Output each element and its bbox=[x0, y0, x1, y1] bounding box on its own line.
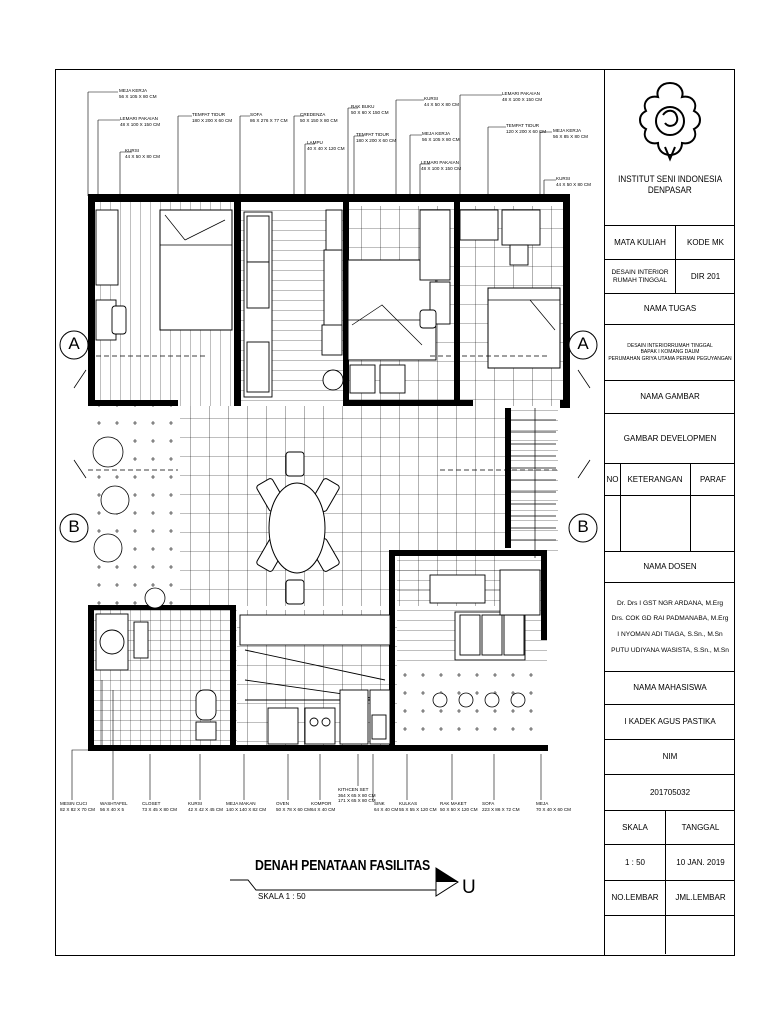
lecturer-1: Dr. Drs I GST NGR ARDANA, M.Erg bbox=[616, 599, 724, 607]
course-code-label: KODE MK bbox=[687, 237, 724, 247]
institution-line-1: INSTITUT SENI INDONESIA bbox=[618, 174, 722, 185]
label-kursi-makan: KURSI 42 X 42 X 45 CM bbox=[188, 801, 223, 812]
student-label: NAMA MAHASISWA bbox=[605, 672, 735, 705]
label-mesin-cuci: MESIN CUCI 82 X 82 X 70 CM bbox=[60, 801, 95, 812]
section-mark-b-left: B bbox=[68, 517, 80, 536]
plan-title: DENAH PENATAAN FASILITAS bbox=[255, 857, 431, 874]
label-lampu: LAMPU 40 X 40 X 120 CM bbox=[307, 140, 345, 151]
notes-header bbox=[605, 464, 735, 496]
course-code: DIR 201 bbox=[690, 271, 721, 281]
scale-value: 1 : 50 bbox=[624, 857, 645, 867]
date-value: 10 JAN. 2019 bbox=[676, 857, 725, 867]
lecturer-2: Drs. COK GD RAI PADMANABA, M.Erg bbox=[611, 615, 729, 623]
course-label: MATA KULIAH bbox=[614, 237, 666, 247]
notes-no: NO bbox=[606, 474, 619, 484]
label-sofa-1: SOFA 86 X 276 X 77 CM bbox=[250, 112, 288, 123]
label-lemari-pakaian-2: LEMARI PAKAIAN 48 X 100 X 150 CM bbox=[421, 160, 462, 171]
label-credenza: CREDENZA 50 X 150 X 80 CM bbox=[300, 112, 338, 123]
task-line-2: BAPAK I KOMANG DAUM bbox=[640, 349, 700, 356]
label-oven: OVEN 50 X 78 X 60 CM bbox=[276, 801, 311, 812]
sheet-values bbox=[605, 916, 735, 954]
title-block bbox=[604, 69, 735, 956]
section-mark-a-right: A bbox=[577, 334, 589, 353]
label-kompor: KOMPOR 64 X 40 CM bbox=[311, 801, 336, 812]
label-closet: CLOSET 73 X 45 X 80 CM bbox=[142, 801, 177, 812]
label-tempat-tidur-3: TEMPAT TIDUR 120 X 200 X 60 CM bbox=[506, 123, 547, 134]
label-rak-buku: RAK BUKU 50 X 60 X 150 CM bbox=[351, 104, 389, 115]
meta-values bbox=[605, 845, 735, 881]
lecturer-4: PUTU UDIYANA WASISTA, S.Sn., M.Sn bbox=[611, 646, 729, 654]
notes-body bbox=[605, 496, 735, 552]
notes-keterangan: KETERANGAN bbox=[627, 474, 683, 484]
lecturer-3: I NYOMAN ADI TIAGA, S.Sn., M.Sn bbox=[617, 631, 723, 638]
label-sink: SINK 64 X 40 CM bbox=[374, 801, 399, 812]
north-label: U bbox=[462, 877, 476, 898]
label-kursi-1: KURSI 44 X 50 X 80 CM bbox=[125, 148, 160, 159]
course-value-row bbox=[605, 260, 735, 294]
lecturers-label: NAMA DOSEN bbox=[605, 552, 735, 583]
label-meja-kerja-3: MEJA KERJA 56 X 85 X 80 CM bbox=[553, 128, 588, 139]
label-washtafel: WASHTAFEL 56 X 40 X 5 bbox=[100, 801, 128, 812]
label-sofa-2: SOFA 223 X 86 X 72 CM bbox=[482, 801, 520, 812]
course-name: DESAIN INTERIOR RUMAH TINGGAL bbox=[611, 269, 669, 284]
label-kursi-3: KURSI 44 X 50 X 80 CM bbox=[556, 176, 591, 187]
student-name: I KADEK AGUS PASTIKA bbox=[605, 705, 735, 740]
task-line-3: PERUMAHAN GRIYA UTAMA PERMAI PEGUYANGAN bbox=[608, 355, 732, 362]
sheet-count-label: JML.LEMBAR bbox=[675, 893, 726, 903]
label-kulkas: KULKAS 55 X 55 X 120 CM bbox=[399, 801, 437, 812]
label-meja-kerja-2: MEJA KERJA 56 X 105 X 80 CM bbox=[422, 131, 460, 142]
drawing-name: GAMBAR DEVELOPMEN bbox=[605, 414, 735, 464]
lecturers-list bbox=[605, 583, 735, 672]
course-header-row bbox=[605, 226, 735, 260]
label-meja-kerja-1: MEJA KERJA 56 X 105 X 80 CM bbox=[119, 88, 157, 99]
label-tempat-tidur-2: TEMPAT TIDUR 180 X 200 X 60 CM bbox=[356, 132, 397, 143]
notes-paraf: PARAF bbox=[699, 474, 727, 484]
task-label: NAMA TUGAS bbox=[605, 294, 735, 325]
label-meja-makan: MEJA MAKAN 140 X 140 X 82 CM bbox=[226, 801, 267, 812]
label-lemari-pakaian-1: LEMARI PAKAIAN 48 X 100 X 150 CM bbox=[120, 116, 161, 127]
meta-header bbox=[605, 811, 735, 845]
label-lemari-pakaian-3: LEMARI PAKAIAN 48 X 100 X 150 CM bbox=[502, 91, 543, 102]
section-mark-b-right: B bbox=[577, 517, 589, 536]
label-kithcen-set: KITHCEN SET 364 X 65 X 80 CM 171 X 65 X 80 CM bbox=[338, 787, 376, 804]
sheet-no-label: NO.LEMBAR bbox=[611, 893, 659, 903]
label-rak-maket: RAK MAKET 50 X 50 X 120 CM bbox=[440, 801, 478, 812]
institution-header bbox=[605, 69, 735, 226]
nim-label: NIM bbox=[605, 740, 735, 775]
nim-value: 201705032 bbox=[605, 775, 735, 811]
task-description bbox=[605, 325, 735, 381]
scale-label: SKALA bbox=[622, 822, 648, 832]
date-label: TANGGAL bbox=[681, 822, 720, 832]
section-mark-a-left: A bbox=[68, 334, 80, 353]
label-tempat-tidur-1: TEMPAT TIDUR 180 X 200 X 60 CM bbox=[192, 112, 233, 123]
label-meja: MEJA 70 X 40 X 60 CM bbox=[536, 801, 571, 812]
institution-line-2: DENPASAR bbox=[648, 184, 692, 196]
drawing-label: NAMA GAMBAR bbox=[605, 381, 735, 414]
plan-scale: SKALA 1 : 50 bbox=[258, 892, 306, 901]
label-kursi-2: KURSI 44 X 50 X 80 CM bbox=[424, 96, 459, 107]
task-line-1: DESAIN INTERIORRUMAH TINGGAL bbox=[627, 342, 713, 349]
institute-logo-icon bbox=[635, 77, 705, 167]
sheet-header bbox=[605, 881, 735, 916]
